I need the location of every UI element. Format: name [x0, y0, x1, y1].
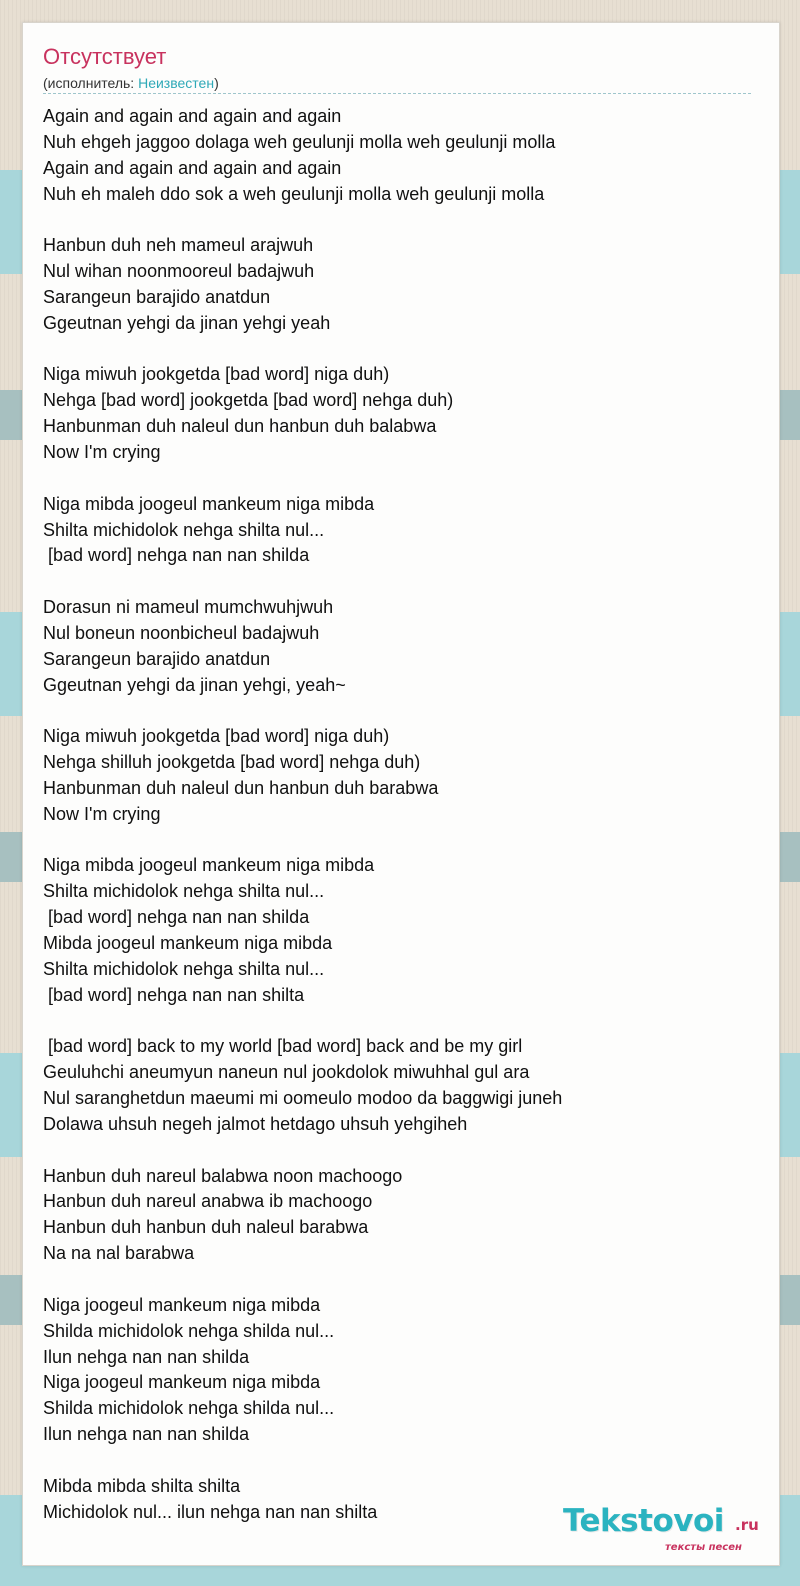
lyric-line: Sarangeun barajido anatdun	[43, 648, 271, 669]
lyric-line: Shilta michidolok nehga shilta nul...	[43, 519, 325, 540]
lyric-line: Nul boneun noonbicheul badajwuh	[43, 622, 320, 643]
stanza-gap	[43, 1448, 763, 1474]
artist-prefix: (исполнитель:	[43, 75, 139, 91]
lyric-line: Shilda michidolok nehga shilda nul...	[43, 1320, 335, 1341]
lyric-line: Niga mibda joogeul mankeum niga mibda	[43, 493, 375, 514]
lyric-line: Niga mibda joogeul mankeum niga mibda	[43, 855, 375, 876]
lyric-line: [bad word] nehga nan nan shilda	[43, 907, 310, 928]
lyric-line: Niga joogeul mankeum niga mibda	[43, 1372, 321, 1393]
lyric-line: Now I'm crying	[43, 803, 161, 824]
lyric-line: Ilun nehga nan nan shilda	[43, 1424, 250, 1445]
lyric-line: Niga miwuh jookgetda [bad word] niga duh)	[43, 364, 390, 385]
lyric-line: Hanbun duh nareul balabwa noon machoogo	[43, 1165, 403, 1186]
lyric-line: Nul wihan noonmooreul badajwuh	[43, 261, 315, 282]
lyric-line: Niga joogeul mankeum niga mibda	[43, 1294, 321, 1315]
lyric-line: Sarangeun barajido anatdun	[43, 286, 271, 307]
lyric-line: Now I'm crying	[43, 441, 161, 462]
lyric-line: Dolawa uhsuh negeh jalmot hetdago uhsuh yehgiheh	[43, 1113, 468, 1134]
lyrics-text	[43, 104, 763, 1525]
lyric-line: Hanbun duh hanbun duh naleul barabwa	[43, 1217, 369, 1238]
lyric-line: Mibda joogeul mankeum niga mibda	[43, 933, 333, 953]
lyric-line: Dorasun ni mameul mumchwuhjwuh	[43, 597, 334, 618]
lyrics-card	[22, 22, 780, 1566]
stanza-gap	[43, 207, 763, 233]
logo-tagline: тексты песен	[665, 1542, 742, 1553]
lyric-line: Michidolok nul... ilun nehga nan nan shilta	[43, 1501, 378, 1522]
stanza-gap	[43, 466, 763, 492]
lyric-line: Hanbunman duh naleul dun hanbun duh barabwa	[43, 777, 439, 798]
stanza-gap	[43, 1009, 763, 1035]
stanza-gap	[43, 1267, 763, 1293]
lyric-line: Ggeutnan yehgi da jinan yehgi, yeah~	[43, 674, 346, 695]
stanza-gap	[43, 1138, 763, 1164]
stanza-gap	[43, 698, 763, 724]
lyric-line: Shilta michidolok nehga shilta nul...	[43, 958, 325, 979]
lyric-line: Shilta michidolok nehga shilta nul...	[43, 881, 325, 902]
stanza-gap	[43, 828, 763, 854]
lyric-line: Ilun nehga nan nan shilda	[43, 1346, 250, 1367]
stanza-gap	[43, 569, 763, 595]
artist-suffix: )	[214, 75, 219, 91]
artist-link[interactable]: Неизвестен	[138, 75, 215, 91]
lyric-line: Mibda mibda shilta shilta	[43, 1475, 241, 1496]
lyric-line: Hanbun duh nareul anabwa ib machoogo	[43, 1191, 373, 1212]
logo-wordmark: Tekstovoi	[563, 1503, 724, 1539]
lyric-line: Nehga shilluh jookgetda [bad word] nehga duh)	[43, 752, 421, 773]
lyric-line: Nul saranghetdun maeumi mi oomeulo modoo da baggwigi juneh	[43, 1088, 563, 1109]
lyric-line: Again and again and again and again	[43, 157, 342, 178]
site-logo[interactable]	[563, 1503, 773, 1555]
lyric-line: Nuh ehgeh jaggoo dolaga weh geulunji molla weh geulunji molla	[43, 131, 556, 152]
lyric-line: Ggeutnan yehgi da jinan yehgi yeah	[43, 312, 331, 333]
lyric-line: Geuluhchi aneumyun naneun nul jookdolok miwuhhal gul ara	[43, 1062, 530, 1083]
song-title: Отсутствует	[43, 44, 167, 69]
lyric-line: [bad word] nehga nan nan shilda	[43, 545, 310, 566]
artist-line	[43, 74, 219, 92]
lyric-line: Hanbunman duh naleul dun hanbun duh balabwa	[43, 416, 437, 437]
logo-domain: .ru	[735, 1516, 759, 1534]
lyric-line: Shilda michidolok nehga shilda nul...	[43, 1398, 335, 1419]
lyric-line: [bad word] nehga nan nan shilta	[43, 984, 305, 1005]
lyric-line: [bad word] back to my world [bad word] back and be my girl	[43, 1036, 523, 1057]
lyric-line: Again and again and again and again	[43, 106, 342, 126]
lyric-line: Nehga [bad word] jookgetda [bad word] nehga duh)	[43, 390, 454, 411]
lyric-line: Hanbun duh neh mameul arajwuh	[43, 235, 314, 256]
lyric-line: Niga miwuh jookgetda [bad word] niga duh)	[43, 726, 390, 747]
stanza-gap	[43, 337, 763, 363]
lyric-line: Nuh eh maleh ddo sok a weh geulunji molla weh geulunji molla	[43, 183, 545, 204]
lyric-line: Na na nal barabwa	[43, 1243, 195, 1264]
header-divider	[43, 93, 751, 94]
